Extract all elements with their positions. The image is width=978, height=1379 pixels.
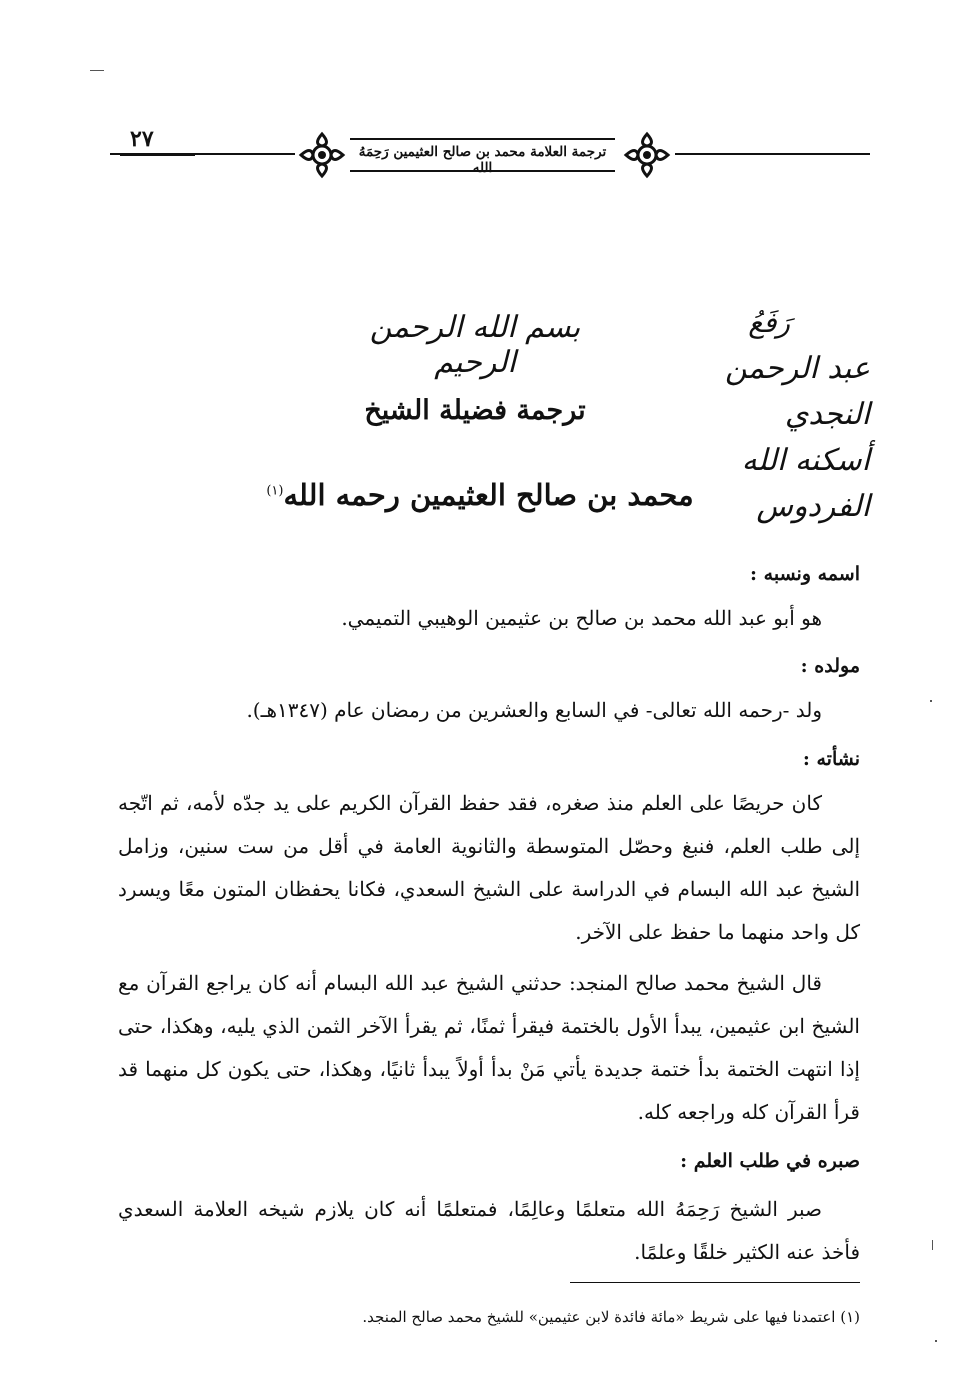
scan-speck (932, 1240, 933, 1250)
chapter-subtitle (220, 478, 740, 512)
scan-speck (90, 70, 104, 71)
page-header (110, 118, 870, 188)
section-paragraph: هو أبو عبد الله محمد بن صالح بن عثيمين الوهيبي التميمي. (341, 606, 822, 630)
chapter-title: ترجمة فضيلة الشيخ (364, 395, 586, 426)
stamp-line: عبد الرحمن النجدي (725, 351, 870, 432)
section-paragraph: ولد -رحمه الله تعالى- في السابع والعشرين من رمضان عام (١٣٤٧هـ). (246, 698, 822, 722)
ornament-icon (622, 130, 672, 180)
basmala: بسم الله الرحمن الرحيم (369, 310, 581, 380)
scan-speck (930, 700, 932, 702)
stamp-line: رَفَعُ (748, 306, 790, 339)
footnote-marker: (١) (266, 483, 284, 499)
scan-speck (935, 1340, 937, 1342)
ornament-icon (297, 130, 347, 180)
stamp-line: أسكنه الله الفردوس (741, 443, 870, 524)
section-heading: مولده : (800, 655, 860, 677)
running-title: ترجمة العلامة محمد بن صالح العثيمين رَحِمَهُ الله (358, 144, 607, 176)
section-paragraph: قال الشيخ محمد صالح المنجد: حدثني الشيخ عبد الله البسام أنه كان يراجع القرآن مع الشيخ ابن عثيمين، يبدأ الأول بالختمة فيقرأ ثمنًا، ثم يقرأ الآخر الثمن الذي يليه، وهكذا، حتى إذا انتهت الختمة بدأ ختمة جديدة يأتي مَنْ بدأ أولاً يبدأ ثانيًا، وهكذا، حتى يكون كل منهما قد قرأ القرآن كله وراجعه كله. (118, 971, 860, 1124)
subtitle-text: محمد بن صالح العثيمين رحمه الله (283, 478, 694, 512)
header-rule-right (675, 153, 870, 155)
section-heading: صبره في طلب العلم : (680, 1150, 860, 1172)
page-number: ٢٧ (130, 126, 154, 152)
section-heading: نشأته : (802, 748, 860, 770)
section-heading: اسمه ونسبه : (750, 563, 860, 585)
section-paragraph: كان حريصًا على العلم منذ صغره، فقد حفظ القرآن الكريم على يد جدّه لأمه، ثم اتّجه إلى طلب العلم، فنبغ وحصّل المتوسطة والثانوية العامة في أقل من ست سنين، وزامل الشيخ عبد الله البسام في الدراسة على الشيخ السعدي، فكانا يحفظان المتون معًا ويسرد كل واحد منهما ما حفظ على الآخر. (118, 791, 860, 944)
footnote-separator (570, 1282, 860, 1283)
header-rule-top (350, 138, 615, 140)
page-number-underline (120, 154, 195, 156)
section-paragraph: صبر الشيخ رَحِمَهُ الله متعلمًا وعالِمًا، فمتعلمًا أنه كان يلازم شيخه العلامة السعدي فأخذ عنه الكثير خلقًا وعلمًا. (118, 1197, 860, 1264)
footnote: (١) اعتمدنا فيها على شريط «مائة فائدة لابن عثيمين» للشيخ محمد صالح المنجد. (362, 1308, 860, 1326)
